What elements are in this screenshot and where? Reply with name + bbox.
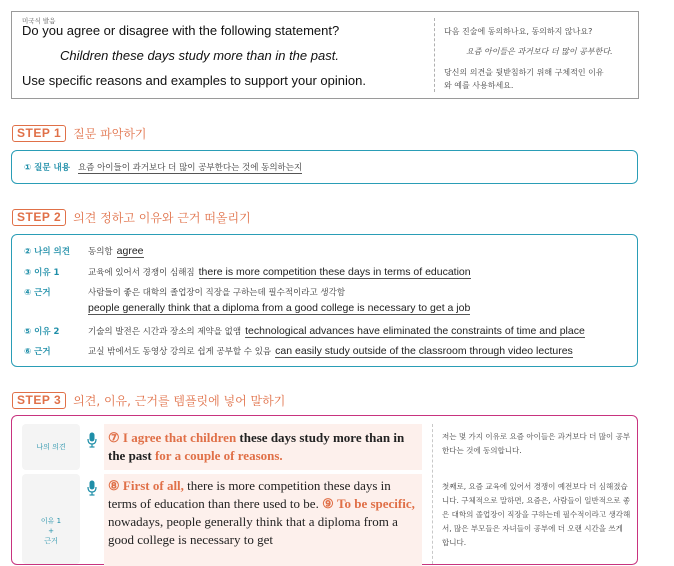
row-label: ⑥ 근거	[24, 347, 51, 357]
step1-heading	[12, 125, 147, 142]
row-en: there is more competition these days in terms of education	[198, 266, 471, 278]
step2-badge: STEP 2	[12, 209, 66, 226]
answer-template: I agree that children	[122, 430, 237, 445]
label-opinion: 나의 의견	[22, 424, 80, 470]
prompt-statement: Children these days study more than in the past.	[60, 48, 339, 63]
row-label: ④ 근거	[24, 288, 51, 298]
answer-template: First of all,	[122, 478, 184, 493]
microphone-icon[interactable]	[87, 480, 97, 500]
step2-row-reason1	[24, 266, 471, 279]
row-en: technological advances have eliminated the constraints of time and place	[245, 325, 585, 337]
label-evidence: 근거	[44, 537, 58, 545]
label-reason-evidence	[22, 474, 80, 564]
answer-content: these days study more than in the past	[108, 430, 405, 463]
prompt-question: Do you agree or disagree with the following statement?	[22, 23, 340, 38]
answer-divider	[432, 424, 433, 564]
step3-heading	[12, 392, 285, 409]
row-en: agree	[116, 245, 144, 257]
answer-content: nowadays, people generally think that a diploma from a good college is necessary to get	[108, 514, 398, 547]
step1-text: 요즘 아이들이 과거보다 더 많이 공부한다는 것에 동의하는지	[77, 163, 303, 173]
step1-badge: STEP 1	[12, 125, 66, 142]
prompt-instruction-ko-1: 당신의 의견을 뒷받침하기 위해 구체적인 이유	[444, 68, 604, 77]
prompt-question-ko: 다음 진술에 동의하나요, 동의하지 않나요?	[444, 27, 593, 36]
answer-reason	[108, 477, 420, 549]
row-label: ⑤ 이유 2	[24, 327, 60, 337]
row-ko: 기술의 발전은 시간과 장소의 제약을 없앰	[88, 327, 242, 337]
step2-row-evidence1	[24, 286, 345, 298]
step1-title: 질문 파악하기	[73, 127, 147, 141]
step2-row-evidence1-en	[88, 302, 470, 315]
prompt-box	[11, 11, 639, 99]
label-reason-1: 이유 1	[40, 517, 62, 525]
step1-row	[24, 161, 302, 174]
step3-badge: STEP 3	[12, 392, 66, 409]
answer-content: there is more competition these days in terms of education than there used to be.	[108, 478, 391, 511]
answer-template: for a couple of reasons.	[154, 448, 283, 463]
row-ko: 동의함	[88, 247, 113, 257]
microphone-icon[interactable]	[87, 432, 97, 452]
row-en: can easily study outside of the classroom through video lectures	[275, 345, 573, 357]
translation-reason	[442, 480, 632, 550]
step3-box	[11, 415, 638, 565]
translation-text: 첫째로, 요즘 교육에 있어서 경쟁이 예전보다 더 심해졌습니다. 구체적으로 말하면, 요즘은, 사람들이 일반적으로 좋은 대학의 졸업장이 직장을 구하는데 필수적이라고 생각해서, 많은 부모들은 자녀들이 공부에 더 오랜 시간을 쓰게 합니다.	[442, 482, 631, 547]
translation-text: 저는 몇 가지 이유로 요즘 아이들은 과거보다 더 많이 공부한다는 것에 동의합니다.	[442, 432, 631, 455]
pronunciation-tag: 미국식 발음	[22, 17, 56, 25]
prompt-english	[22, 12, 432, 98]
row-label: ③ 이유 1	[24, 268, 60, 278]
step2-box	[11, 234, 638, 367]
prompt-statement-ko: 요즘 아이들은 과거보다 더 많이 공부한다.	[466, 47, 613, 56]
step2-row-evidence2	[24, 345, 573, 358]
step2-title: 의견 정하고 이유와 근거 떠올리기	[73, 211, 251, 225]
row-ko: 교육에 있어서 경쟁이 심해짐	[88, 268, 195, 278]
answer-template: To be specific,	[336, 496, 415, 511]
step3-title: 의견, 이유, 근거를 템플릿에 넣어 말하기	[73, 394, 286, 408]
step2-row-reason2	[24, 325, 585, 338]
answer-opinion	[108, 429, 420, 465]
row-label: ② 나의 의견	[24, 247, 70, 257]
step2-heading	[12, 209, 251, 226]
row-ko: 사람들이 좋은 대학의 졸업장이 직장을 구하는데 필수적이라고 생각함	[88, 288, 346, 298]
step1-label: ① 질문 내용	[24, 163, 70, 173]
answer-num: ⑦	[108, 430, 120, 445]
step1-box	[11, 150, 638, 184]
prompt-divider	[434, 18, 435, 92]
row-ko: 교실 밖에서도 동영상 강의로 쉽게 공부할 수 있음	[88, 347, 272, 357]
row-en: people generally think that a diploma from a good college is necessary to get a job	[88, 302, 471, 314]
prompt-instruction-ko-2: 와 예를 사용하세요.	[444, 81, 514, 90]
prompt-korean	[444, 12, 634, 98]
answer-num: ⑨	[322, 496, 334, 511]
answer-num: ⑧	[108, 478, 120, 493]
prompt-instruction: Use specific reasons and examples to support your opinion.	[22, 73, 366, 88]
step2-row-opinion	[24, 245, 144, 258]
translation-opinion	[442, 430, 632, 458]
label-plus: +	[48, 527, 54, 535]
